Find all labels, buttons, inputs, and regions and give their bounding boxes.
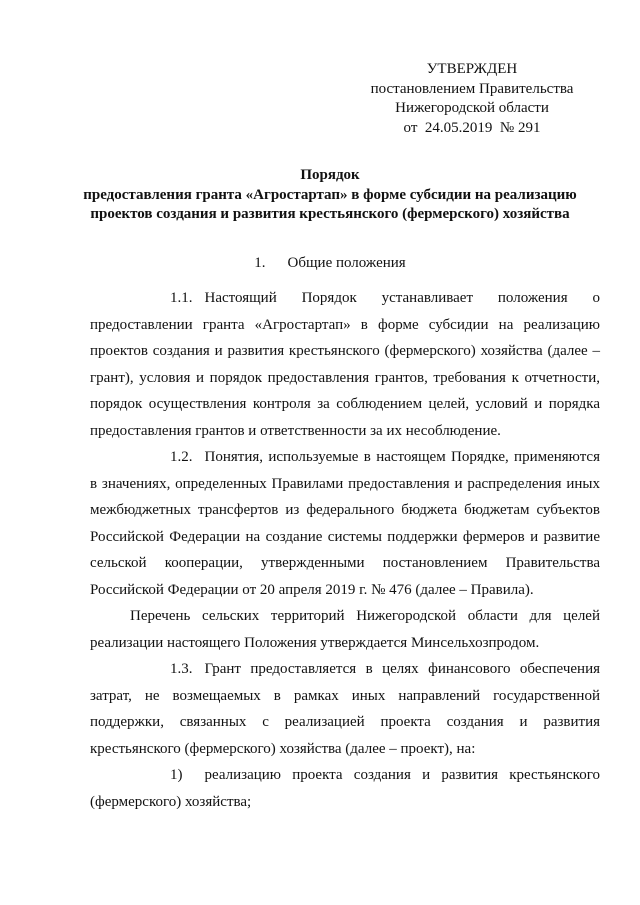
- list-item-text: реализацию проекта создания и развития крестьянского (фермерского) хозяйства;: [90, 767, 600, 810]
- document-title: [60, 166, 600, 225]
- paragraph-territories: Перечень сельских территорий Нижегородской области для целей реализации настоящего Положения утверждается Минсельхозпродом.: [90, 608, 600, 651]
- paragraph-1-2: [90, 444, 600, 603]
- title-line: Порядок: [300, 167, 360, 183]
- paragraph-text: Грант предоставляется в целях финансового обеспечения затрат, не возмещаемых в рамках иных направлений государственной поддержки, связанных с реализацией проекта создания и развития крестьянского (фермерского) хозяйства (далее – проект), на:: [90, 661, 600, 757]
- approval-date: от 24.05.2019 № 291: [403, 119, 541, 136]
- section-heading: [60, 253, 600, 273]
- paragraph-number: 1.1.: [170, 290, 193, 306]
- section-label: Общие положения: [287, 255, 406, 271]
- paragraph-number: 1.2.: [170, 449, 193, 465]
- title-line: проектов создания и развития крестьянского (фермерского) хозяйства: [90, 206, 570, 222]
- list-item-1: [90, 762, 600, 815]
- paragraph-number: 1.3.: [170, 661, 193, 677]
- paragraph-1-1: [90, 285, 600, 444]
- approval-block: [352, 60, 592, 138]
- title-line: предоставления гранта «Агростартап» в форме субсидии на реализацию: [83, 186, 577, 203]
- list-item-number: 1): [170, 767, 183, 783]
- approval-line: постановлением Правительства: [370, 80, 574, 97]
- approval-heading: УТВЕРЖДЕН: [426, 61, 518, 77]
- paragraph-text: Настоящий Порядок устанавливает положения о предоставлении гранта «Агростартап» в форме субсидии на реализацию проектов создания и развития крестьянского (фермерского) хозяйства (далее – грант), условия и порядок предоставления грантов, требования к отчетности, порядок осуществления контроля за соблюдением целей, условий и порядка предоставления грантов и ответственности за их несоблюдение.: [90, 290, 600, 439]
- paragraph-1-3: [90, 656, 600, 762]
- section-number: 1.: [254, 255, 266, 271]
- document-body: [90, 285, 600, 815]
- paragraph-text: Понятия, используемые в настоящем Порядке, применяются в значениях, определенных Правилами предоставления и распределения иных межбюджетных трансфертов из федерального бюджета бюджетам субъектов Российской Федерации на создание системы поддержки фермеров и развитие сельской кооперации, утвержденными постановлением Правительства Российской Федерации от 20 апреля 2019 г. № 476 (далее – Правила).: [90, 449, 600, 598]
- approval-line: Нижегородской области: [395, 100, 549, 116]
